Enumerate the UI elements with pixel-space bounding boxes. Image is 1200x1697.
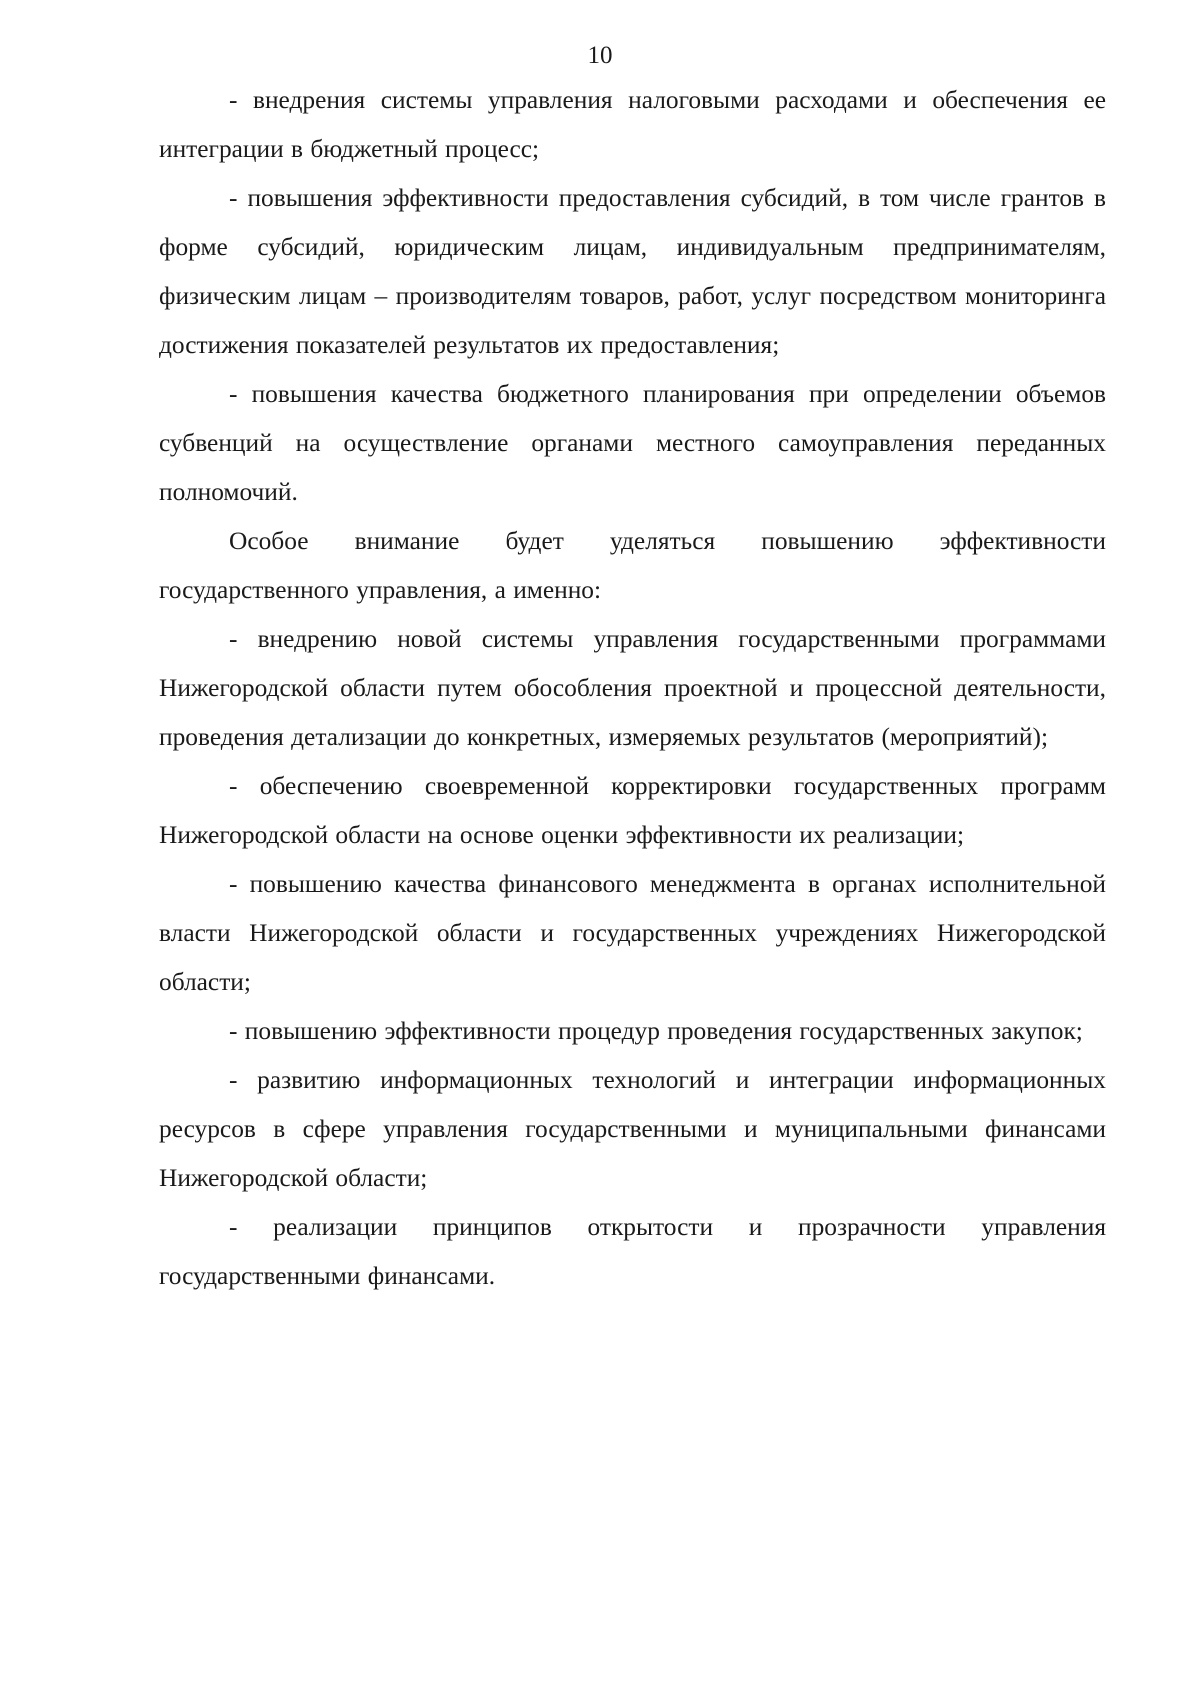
paragraph-subsidies-efficiency: - повышения эффективности предоставления субсидий, в том числе грантов в форме субсидий, юридическим лицам, индивидуальным предпринимателям, физическим лицам – производителям товаров, работ, услуг посредством мониторинга достижения показателей результатов их предоставления; <box>159 184 1106 359</box>
paragraph-budget-planning: - повышения качества бюджетного планирования при определении объемов субвенций на осуществление органами местного самоуправления переданных полномочий. <box>159 380 1106 506</box>
paragraph-state-programs-system: - внедрению новой системы управления государственными программами Нижегородской области путем обособления проектной и процессной деятельности, проведения детализации до конкретных, измеряемых результатов (мероприятий); <box>159 625 1106 751</box>
paragraph-information-technologies: - развитию информационных технологий и интеграции информационных ресурсов в сфере управления государственными и муниципальными финансами Нижегородской области; <box>159 1066 1106 1192</box>
paragraph-openness-transparency: - реализации принципов открытости и прозрачности управления государственными финансами. <box>159 1213 1106 1290</box>
paragraph-procurement: - повышению эффективности процедур проведения государственных закупок; <box>229 1017 1083 1045</box>
paragraph-tax-expenditures: - внедрения системы управления налоговыми расходами и обеспечения ее интеграции в бюджетный процесс; <box>159 86 1106 163</box>
paragraph-program-correction: - обеспечению своевременной корректировки государственных программ Нижегородской области на основе оценки эффективности их реализации; <box>159 772 1106 849</box>
document-body <box>159 76 1106 1301</box>
paragraph-financial-management: - повышению качества финансового менеджмента в органах исполнительной власти Нижегородской области и государственных учреждениях Нижегородской области; <box>159 870 1106 996</box>
paragraph-special-attention: Особое внимание будет уделяться повышению эффективности государственного управления, а именно: <box>159 527 1106 604</box>
page-number: 10 <box>587 42 613 69</box>
